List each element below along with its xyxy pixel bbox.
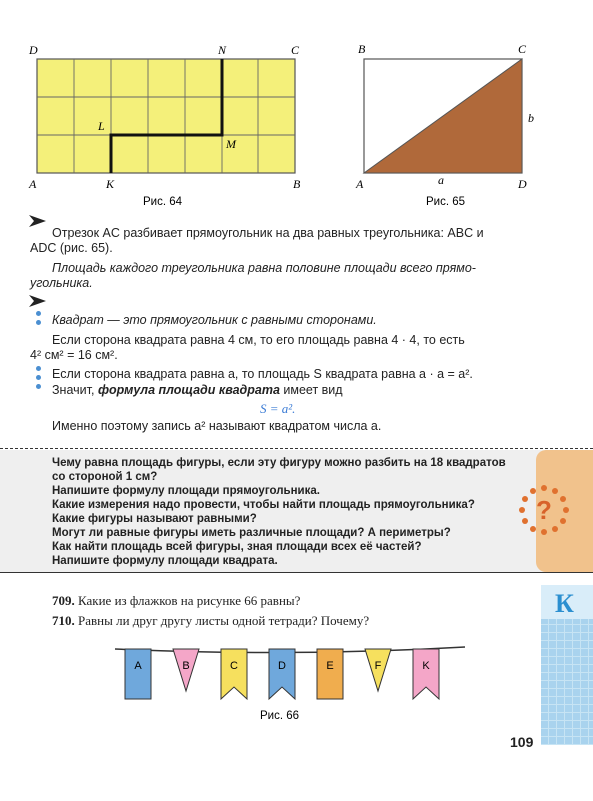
side-tile-strip [541, 585, 593, 745]
question-5: Могут ли равные фигуры иметь различные площади? А периметры? [52, 527, 451, 539]
question-6: Как найти площадь всей фигуры, зная площади всех её частей? [52, 541, 422, 553]
flag-label-K: K [422, 660, 430, 672]
square-area-formula: S = a². [260, 401, 296, 416]
flag-D [269, 649, 295, 699]
fig64-rectangle [37, 59, 295, 173]
fig64-label-C: C [291, 43, 300, 57]
figure-66 [110, 635, 470, 720]
figure-64 [25, 38, 315, 213]
side-letter-icon: К [555, 589, 574, 618]
figure-65 [350, 38, 550, 213]
page-number: 109 [510, 734, 534, 750]
fig65-label-B: B [358, 42, 366, 56]
flag-label-C: C [230, 660, 238, 672]
fig64-label-A: A [29, 177, 37, 191]
fig64-label-D: D [29, 43, 38, 57]
arrow-marker-icon [28, 294, 48, 308]
formula-heading: формула площади квадрата [97, 383, 280, 397]
para1-line2: ADC (рис. 65). [30, 241, 113, 255]
fig65-label-a: a [438, 173, 444, 187]
para2-line4: Значит, формула площади квадрата имеет вид [52, 383, 343, 397]
question-2: Напишите формулу площади прямоугольника. [52, 485, 320, 497]
question-mark-icon [516, 482, 572, 538]
fig64-caption: Рис. 64 [143, 196, 183, 208]
questions-bottom-divider [0, 572, 593, 573]
flag-E [317, 649, 343, 699]
exercise-710: 710. Равны ли друг другу листы одной тетради? Почему? [52, 613, 370, 628]
para2-line2: 4² см² = 16 см². [30, 348, 118, 362]
arrow-marker-icon [28, 214, 48, 228]
blue-dot-icon [36, 375, 41, 380]
flag-C [221, 649, 247, 699]
para2-line3: Если сторона квадрата равна a, то площадь S квадрата равна a · a = a². [52, 367, 473, 381]
para1-line3: Площадь каждого треугольника равна половине площади всего прямо- [52, 261, 476, 275]
question-4: Какие фигуры называют равными? [52, 513, 257, 525]
fig65-label-b: b [528, 111, 534, 125]
svg-text:?: ? [536, 495, 552, 525]
exercise-709: 709. Какие из флажков на рисунке 66 равны? [52, 593, 301, 608]
flag-K [413, 649, 439, 699]
fig65-label-C: C [518, 42, 527, 56]
fig65-caption: Рис. 65 [426, 196, 466, 208]
fig66-caption: Рис. 66 [260, 710, 300, 720]
question-1: Чему равна площадь фигуры, если эту фигуру можно разбить на 18 квадратов [52, 457, 506, 469]
question-1-cont: со стороной 1 см? [52, 471, 158, 483]
blue-dot-icon [36, 366, 41, 371]
flag-label-F: F [374, 660, 382, 672]
flag-label-D: D [278, 660, 286, 672]
flag-label-A: A [134, 660, 142, 672]
blue-dot-icon [36, 320, 41, 325]
fig64-label-K: K [106, 177, 115, 191]
fig65-label-A: A [356, 177, 364, 191]
para2-line5: Именно поэтому запись a² называют квадратом числа a. [52, 419, 382, 433]
fig64-label-N: N [218, 43, 227, 57]
questions-top-divider [0, 448, 593, 449]
flag-A [125, 649, 151, 699]
flag-label-B: B [182, 660, 190, 672]
question-3: Какие измерения надо провести, чтобы найти площадь прямоугольника? [52, 499, 475, 511]
para2-line1: Если сторона квадрата равна 4 см, то его площадь равна 4 · 4, то есть [52, 333, 465, 347]
para1-line4: угольника. [30, 276, 93, 290]
fig64-label-L: L [98, 119, 105, 133]
fig64-label-B: B [293, 177, 301, 191]
square-definition: Квадрат — это прямоугольник с равными сторонами. [52, 313, 377, 327]
blue-dot-icon [36, 311, 41, 316]
fig64-label-M: M [226, 137, 236, 151]
fig65-label-D: D [518, 177, 527, 191]
para1-line1: Отрезок AC разбивает прямоугольник на два равных треугольника: ABC и [52, 226, 484, 240]
blue-dot-icon [36, 384, 41, 389]
flag-label-E: E [326, 660, 334, 672]
question-7: Напишите формулу площади квадрата. [52, 555, 278, 567]
